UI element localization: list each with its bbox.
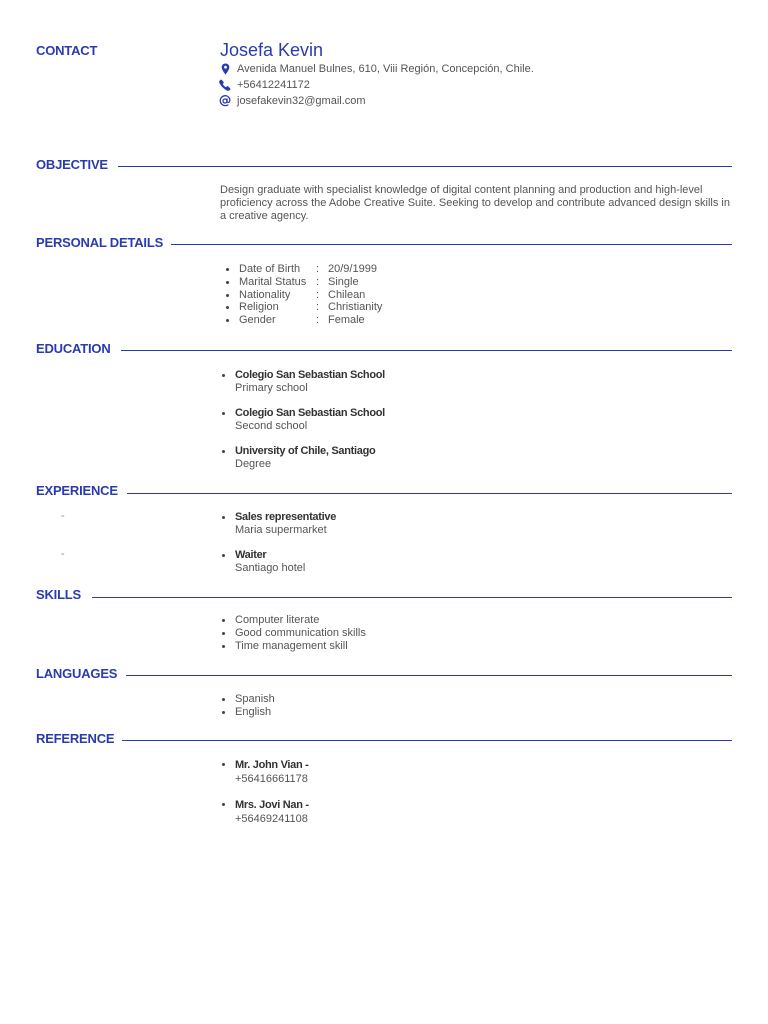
skills-list <box>222 614 366 652</box>
experience-period: - <box>61 510 65 522</box>
reference-phone: +56469241108 <box>235 813 308 825</box>
education-institution: Colegio San Sebastian School <box>235 369 385 381</box>
languages-list <box>222 693 275 719</box>
objective-text: Design graduate with specialist knowledge of digital content planning and production and high-level proficiency across the Adobe Creative Suite. Seeking to develop and contribute advanced design skills in a creative agency. <box>220 184 730 222</box>
languages-divider <box>126 675 732 676</box>
experience-item <box>222 511 336 536</box>
detail-separator: : <box>316 288 320 301</box>
at-sign-icon <box>218 94 232 108</box>
reference-item <box>222 758 309 786</box>
experience-employer: Maria supermarket <box>235 523 327 536</box>
personal-details-list <box>226 263 382 327</box>
education-divider <box>121 350 732 351</box>
reference-name: Mr. John Vian - <box>235 759 309 771</box>
contact-heading: CONTACT <box>36 43 98 58</box>
languages-heading: LANGUAGES <box>36 666 118 681</box>
skills-divider <box>92 597 732 598</box>
reference-heading: REFERENCE <box>36 731 115 746</box>
education-item <box>222 369 385 394</box>
language-item: English <box>222 706 275 719</box>
detail-value: Christianity <box>328 301 383 314</box>
detail-value: Female <box>328 314 365 327</box>
map-pin-icon <box>218 62 232 76</box>
skill-item: Computer literate <box>222 614 366 627</box>
education-institution: University of Chile, Santiago <box>235 445 376 457</box>
experience-heading: EXPERIENCE <box>36 483 118 498</box>
education-item <box>222 407 385 432</box>
detail-row <box>226 301 382 314</box>
language-item: Spanish <box>222 693 275 706</box>
skills-heading: SKILLS <box>36 587 82 602</box>
address-text: Avenida Manuel Bulnes, 610, Viii Región, Concepción, Chile. <box>237 63 534 75</box>
personal-details-divider <box>171 244 732 245</box>
education-level: Second school <box>235 419 308 432</box>
reference-phone: +56416661178 <box>235 773 308 785</box>
detail-row <box>226 276 382 289</box>
objective-heading: OBJECTIVE <box>36 157 108 172</box>
phone-icon <box>218 78 232 92</box>
detail-value: 20/9/1999 <box>328 263 377 275</box>
detail-row <box>226 263 382 276</box>
detail-value: Chilean <box>328 288 366 301</box>
objective-divider <box>118 166 732 167</box>
experience-role: Waiter <box>235 549 267 561</box>
detail-separator: : <box>316 275 320 288</box>
email-row <box>218 94 366 108</box>
address-row <box>218 62 534 76</box>
education-heading: EDUCATION <box>36 341 111 356</box>
experience-divider <box>127 493 732 494</box>
skill-item: Good communication skills <box>222 627 366 640</box>
skill-item: Time management skill <box>222 640 366 653</box>
experience-role: Sales representative <box>235 511 337 523</box>
detail-label: Gender <box>239 314 276 327</box>
education-level: Primary school <box>235 381 308 394</box>
detail-row <box>226 289 382 302</box>
detail-value: Single <box>328 275 359 288</box>
detail-row <box>226 314 382 327</box>
detail-separator: : <box>316 263 320 275</box>
phone-row <box>218 78 310 92</box>
education-item <box>222 445 375 470</box>
experience-period: - <box>61 548 65 560</box>
detail-label: Religion <box>239 301 279 314</box>
personal-details-heading: PERSONAL DETAILS <box>36 235 164 250</box>
detail-label: Nationality <box>239 288 291 301</box>
reference-divider <box>122 740 732 741</box>
education-institution: Colegio San Sebastian School <box>235 407 385 419</box>
reference-item <box>222 798 309 826</box>
applicant-name: Josefa Kevin <box>220 40 324 60</box>
experience-employer: Santiago hotel <box>235 561 306 574</box>
experience-item <box>222 549 305 574</box>
education-level: Degree <box>235 457 272 470</box>
reference-name: Mrs. Jovi Nan - <box>235 799 309 811</box>
email-text: josefakevin32@gmail.com <box>237 95 366 107</box>
detail-separator: : <box>316 301 320 314</box>
detail-label: Date of Birth <box>239 263 301 275</box>
detail-separator: : <box>316 314 320 327</box>
detail-label: Marital Status <box>239 275 307 288</box>
phone-text: +56412241172 <box>237 79 310 91</box>
